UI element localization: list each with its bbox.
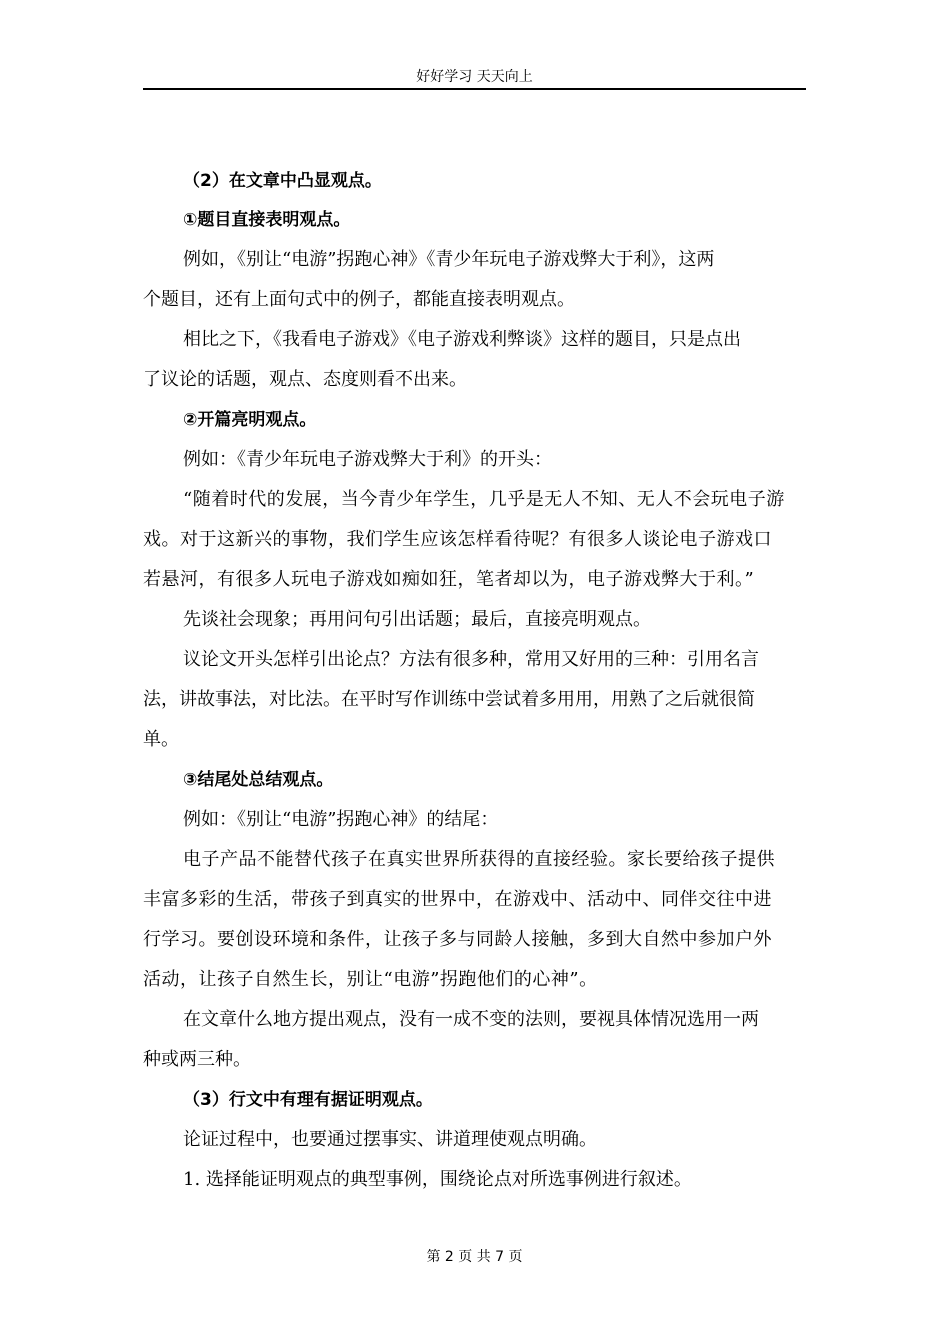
paragraph-line: 论证过程中，也要通过摆事实、讲道理使观点明确。 [183,1129,597,1150]
section-heading-2: （2）在文章中凸显观点。 [183,171,382,191]
paragraph-line: 先谈社会现象；再用问句引出话题；最后，直接亮明观点。 [183,609,651,630]
numbered-item: 1. 选择能证明观点的典型事例，围绕论点对所选事例进行叙述。 [183,1169,692,1190]
page-header: 好好学习 天天向上 [416,69,533,85]
page-footer: 第 2 页 共 7 页 [426,1249,523,1265]
quote-line: 电子产品不能替代孩子在真实世界所获得的直接经验。家长要给孩子提供 [183,849,775,870]
quote-line: 活动，让孩子自然生长，别让“电游”拐跑他们的心神”。 [143,969,598,990]
subheading-ending-point: ③结尾处总结观点。 [183,770,334,790]
paragraph-line: 议论文开头怎样引出论点？方法有很多种，常用又好用的三种：引用名言 [183,649,759,670]
paragraph-line: 在文章什么地方提出观点，没有一成不变的法则，要视具体情况选用一两 [183,1009,759,1030]
paragraph-line: 种或两三种。 [143,1049,251,1070]
quote-line: 丰富多彩的生活，带孩子到真实的世界中，在游戏中、活动中、同伴交往中进 [143,889,772,910]
header-rule [143,88,806,90]
subheading-opening-point: ②开篇亮明观点。 [183,410,317,430]
quote-line: 行学习。要创设环境和条件，让孩子多与同龄人接触，多到大自然中参加户外 [143,929,772,950]
paragraph-line: 相比之下，《我看电子游戏》《电子游戏利弊谈》这样的题目，只是点出 [183,329,741,350]
paragraph-line: 单。 [143,729,179,750]
paragraph-line: 例如：《青少年玩电子游戏弊大于利》的开头： [183,449,552,470]
quote-line: 若悬河，有很多人玩电子游戏如痴如狂，笔者却以为，电子游戏弊大于利。” [143,569,755,590]
paragraph-line: 例如，《别让“电游”拐跑心神》《青少年玩电子游戏弊大于利》，这两 [183,249,715,270]
paragraph-line: 法，讲故事法，对比法。在平时写作训练中尝试着多用用，用熟了之后就很简 [143,689,755,710]
subheading-title-point: ①题目直接表明观点。 [183,210,351,230]
section-heading-3: （3）行文中有理有据证明观点。 [183,1090,433,1110]
paragraph-line: 了议论的话题，观点、态度则看不出来。 [143,369,467,390]
quote-line: 戏。对于这新兴的事物，我们学生应该怎样看待呢？有很多人谈论电子游戏口 [143,529,772,550]
paragraph-line: 例如：《别让“电游”拐跑心神》的结尾： [183,809,499,830]
paragraph-line: 个题目，还有上面句式中的例子，都能直接表明观点。 [143,289,575,310]
quote-line: “随着时代的发展，当今青少年学生，几乎是无人不知、无人不会玩电子游 [183,489,785,510]
